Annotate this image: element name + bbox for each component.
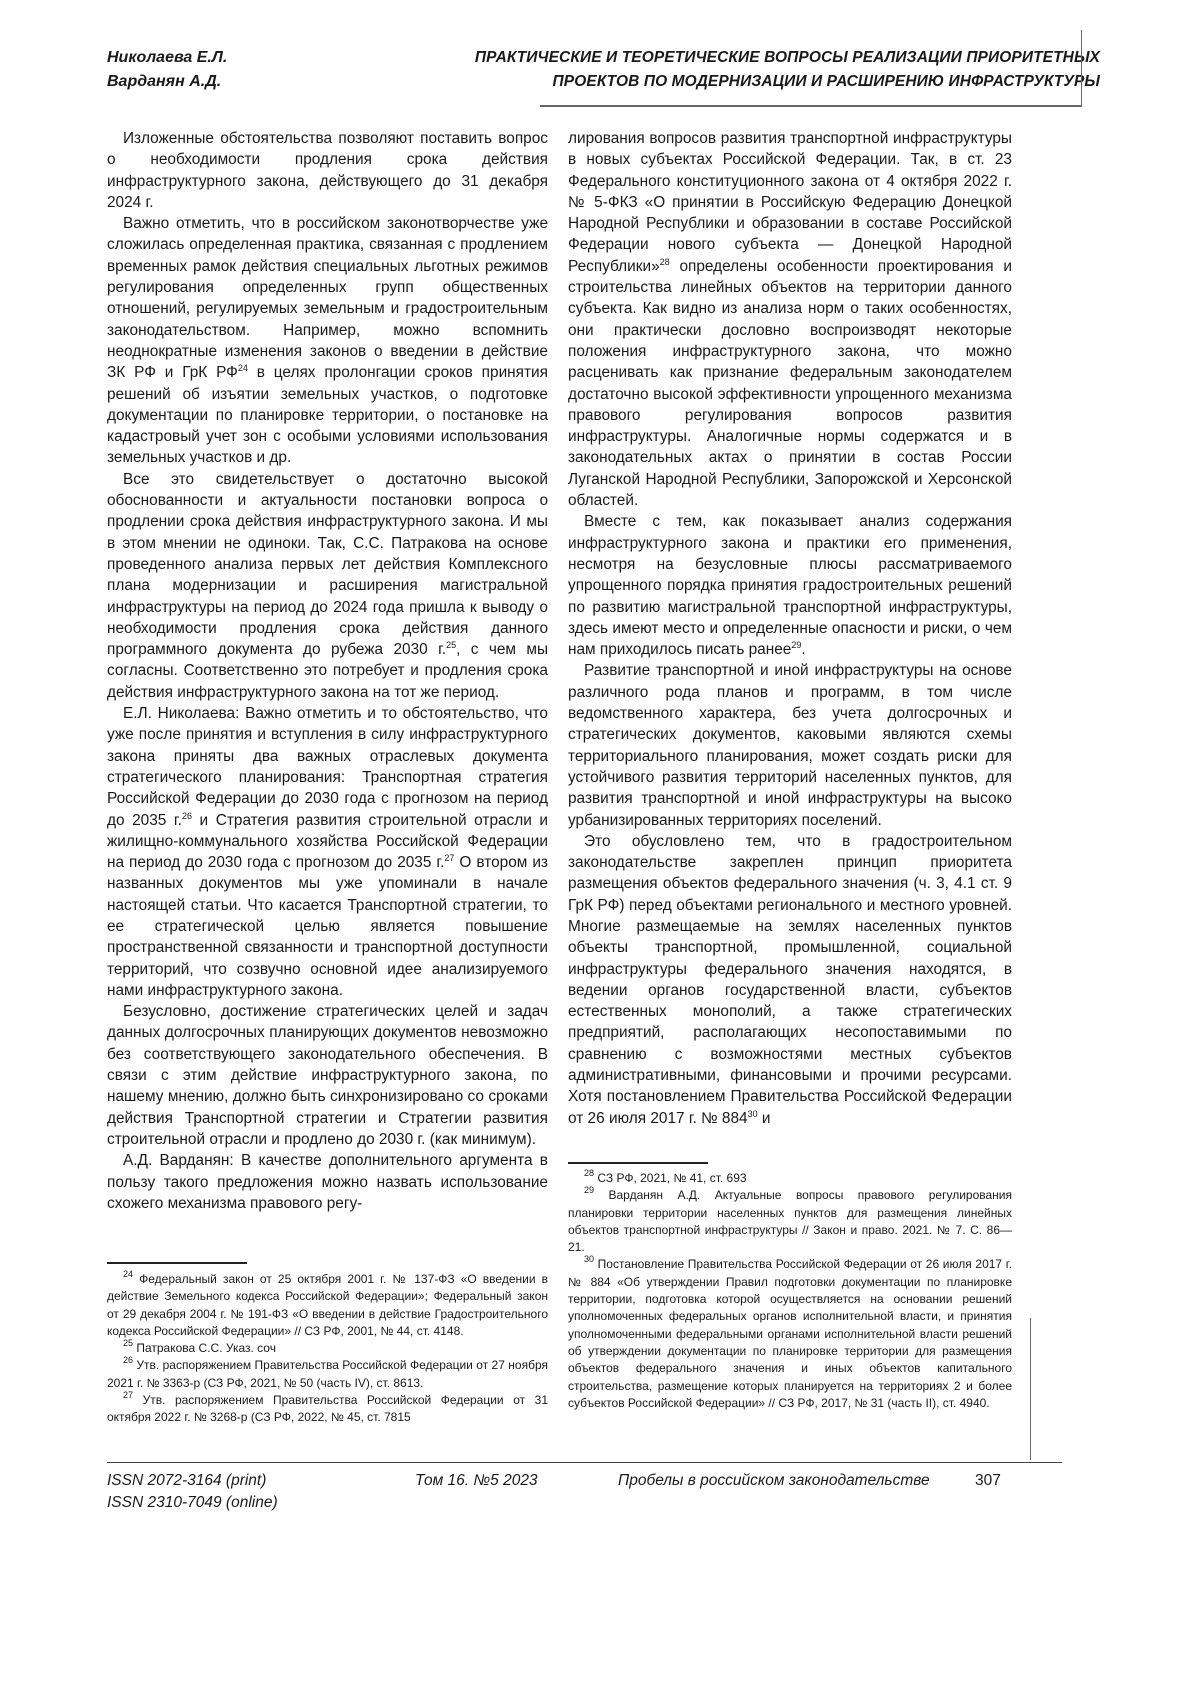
issn-online: ISSN 2310-7049 (online) — [107, 1492, 278, 1514]
paragraph — [107, 213, 548, 469]
text-run: Варданян А.Д. Актуальные вопросы правового регулирования планировки территории населенных пунктов для размещения линейных объектов транспортной инфраструктуры // Закон и право. 2021. № 7. С. 86—21. — [568, 1188, 1012, 1254]
footnotes-right — [568, 1170, 1012, 1412]
text-run: и Стратегия развития строительной отрасли и жилищно-коммунального хозяйства Российской Федерации на период до 2030 года с прогнозом до 2035 г. — [107, 812, 548, 872]
footnote-ref: 27 — [444, 853, 454, 863]
footer-divider — [107, 1462, 1062, 1463]
footnote-ref: 29 — [584, 1185, 594, 1195]
text-run: Утв. распоряжением Правительства Российской Федерации от 31 октября 2022 г. № 3268-р (СЗ РФ, 2022, № 45, ст. 7815 — [107, 1393, 548, 1424]
footnote — [107, 1357, 548, 1392]
footnote-ref: 27 — [123, 1390, 133, 1400]
title-line: ПРОЕКТОВ ПО МОДЕРНИЗАЦИИ И РАСШИРЕНИЮ ИНФРАСТРУКТУРЫ — [380, 70, 1100, 94]
footnote — [107, 1392, 548, 1427]
running-header-authors — [107, 46, 227, 94]
paragraph — [107, 1001, 548, 1150]
title-line: ПРАКТИЧЕСКИЕ И ТЕОРЕТИЧЕСКИЕ ВОПРОСЫ РЕАЛИЗАЦИИ ПРИОРИТЕТНЫХ — [380, 46, 1100, 70]
footnote-ref: 24 — [123, 1269, 133, 1279]
text-run: определены особенности проектирования и строительства линейных объектов на территории данного субъекта. Как видно из анализа норм о таких особенностях, они практически дословно воспроизводят некоторые положения инфраструктурного закона, что можно расценивать как признание федеральным законодателем достаточно высокой эффективности упрощенного механизма правового регулирования вопросов развития инфраструктуры. Аналогичные нормы содержатся и в законодательных актах о принятии в состав России Луганской Народной Республики, Запорожской и Херсонской областей. — [568, 258, 1012, 509]
text-run: Развитие транспортной и иной инфраструктуры на основе различного рода планов и программ, в том числе ведомственного характера, без учета долгосрочных и стратегических документов, каковыми являются схемы территориального планирования, может создать риски для устойчивого развития территорий населенных пунктов, для развития транспортной и иной инфраструктуры на высоко урбанизированных территориях поселений. — [568, 662, 1012, 828]
footnote — [568, 1256, 1012, 1412]
text-run: , с чем мы согласны. Соответственно это потребует и продления срока действия инфраструктурного закона на тот же период. — [107, 641, 548, 701]
header-divider — [540, 105, 1082, 107]
footnote — [568, 1170, 1012, 1187]
footnote-ref: 30 — [584, 1254, 594, 1264]
footnote-ref: 28 — [660, 257, 670, 267]
paragraph — [107, 1150, 548, 1214]
footer-journal-title: Пробелы в российском законодательстве — [618, 1470, 930, 1492]
footnote-ref: 25 — [123, 1338, 133, 1348]
text-run: Безусловно, достижение стратегических целей и задач данных долгосрочных планирующих документов невозможно без соответствующего законодательного обеспечения. В связи с этим действие инфраструктурного закона, по нашему мнению, должно быть синхронизировано со сроками действия Транспортной стратегии и Стратегии развития строительной отрасли и продлено до 2030 г. (как минимум). — [107, 1003, 548, 1148]
text-run: Утв. распоряжением Правительства Российской Федерации от 27 ноября 2021 г. № 3363-р (СЗ РФ, 2021, № 50 (часть IV), ст. 8613. — [107, 1358, 548, 1389]
body-column-left — [107, 128, 548, 1214]
footnote-ref: 30 — [748, 1109, 758, 1119]
header-vertical-rule — [1081, 30, 1082, 106]
footnote-ref: 26 — [123, 1355, 133, 1365]
author-name: Николаева Е.Л. — [107, 46, 227, 70]
issn-print: ISSN 2072-3164 (print) — [107, 1470, 278, 1492]
text-run: Важно отметить, что в российском законотворчестве уже сложилась определенная практика, связанная с продлением временных рамок действия специальных льготных режимов регулирования определенных групп общественных отношений, регулируемых земельным и градостроительным законодательством. Например, можно вспомнить неоднократные изменения законов о введении в действие ЗК РФ и ГрК РФ — [107, 215, 548, 381]
footnote-ref: 24 — [238, 363, 248, 373]
text-run: Вместе с тем, как показывает анализ содержания инфраструктурного закона и практики его применения, несмотря на безусловные плюсы рассматриваемого упрощенного порядка принятия градостроительных решений по развитию магистральной транспортной инфраструктуры, здесь имеют место и определенные опасности и риски, о чем нам приходилось писать ранее — [568, 513, 1012, 658]
footnote — [107, 1340, 548, 1357]
footnote-separator — [568, 1162, 708, 1164]
page-number: 307 — [975, 1470, 1001, 1492]
text-run: лирования вопросов развития транспортной инфраструктуры в новых субъектах Российской Федерации. Так, в ст. 23 Федерального конституционного закона от 4 октября 2022 г. № 5-ФКЗ «О принятии в Российскую Федерацию Донецкой Народной Республики и образовании в составе Российской Федерации нового субъекта — Донецкой Народной Республики» — [568, 130, 1012, 275]
text-run: СЗ РФ, 2021, № 41, ст. 693 — [594, 1171, 747, 1185]
text-run: в целях пролонгации сроков принятия решений об изъятии земельных участков, о подготовке документации по планировке территории, о постановке на кадастровый учет зон с особыми условиями использования земельных участков и др. — [107, 364, 548, 466]
footnote-ref: 26 — [182, 811, 192, 821]
footnote-vertical-rule — [1030, 1318, 1031, 1460]
text-run: . — [801, 641, 805, 658]
text-run: Федеральный закон от 25 октября 2001 г. № 137-ФЗ «О введении в действие Земельного кодекса Российской Федерации»; Федеральный закон от 29 декабря 2004 г. № 191-ФЗ «О введении в действие Градостроительного кодекса Российской Федерации» // СЗ РФ, 2001, № 44, ст. 4148. — [107, 1272, 548, 1338]
paragraph — [107, 469, 548, 703]
body-column-right — [568, 128, 1012, 1129]
text-run: О втором из названных документов мы уже упоминали в начале настоящей статьи. Что касается Транспортной стратегии, то ее стратегической целью является повышение пространственной связанности и транспортной доступности территорий, что созвучно основной идее анализируемого нами инфраструктурного закона. — [107, 854, 548, 999]
text-run: Патракова С.С. Указ. соч — [133, 1341, 276, 1355]
text-run: А.Д. Варданян: В качестве дополнительного аргумента в пользу такого предложения можно назвать использование схожего механизма правового регу- — [107, 1152, 548, 1212]
footnote-ref: 28 — [584, 1168, 594, 1178]
footer-volume: Том 16. №5 2023 — [415, 1470, 538, 1492]
footnotes-left — [107, 1271, 548, 1427]
footnote-ref: 25 — [446, 640, 456, 650]
paragraph — [107, 128, 548, 213]
paragraph — [568, 128, 1012, 511]
paragraph — [568, 511, 1012, 660]
author-name: Варданян А.Д. — [107, 70, 227, 94]
text-run: Е.Л. Николаева: Важно отметить и то обстоятельство, что уже после принятия и вступления в силу инфраструктурного закона приняты два важных отраслевых документа стратегического планирования: Транспортная стратегия Российской Федерации до 2030 года с прогнозом на период до 2035 г. — [107, 705, 548, 828]
footnote-separator — [107, 1262, 247, 1264]
paragraph — [568, 831, 1012, 1129]
text-run: и — [758, 1110, 771, 1127]
text-run: Постановление Правительства Российской Федерации от 26 июля 2017 г. № 884 «Об утверждении Правил подготовки документации по планировке территории, подготовка которой осуществляется на основании решений уполномоченных федеральных органов исполнительной власти, и принятия уполномоченными федеральными органами исполнительной власти решений об утверждении документации по планировке территории для размещения объектов федерального значения и иных объектов капитального строительства, размещение которых планируется на территориях 2 и более субъектов Российской Федерации» // СЗ РФ, 2017, № 31 (часть II), ст. 4940. — [568, 1257, 1012, 1409]
footnote-ref: 29 — [791, 640, 801, 650]
running-header-title — [380, 46, 1100, 94]
paragraph — [107, 703, 548, 1001]
footer-issn — [107, 1470, 278, 1514]
paragraph — [568, 660, 1012, 830]
text-run: Изложенные обстоятельства позволяют поставить вопрос о необходимости продления срока действия инфраструктурного закона, действующего до 31 декабря 2024 г. — [107, 130, 548, 211]
text-run: Это обусловлено тем, что в градостроительном законодательстве закреплен принцип приоритета размещения объектов федерального значения (ч. 3, 4.1 ст. 9 ГрК РФ) перед объектами регионального и местного уровней. Многие размещаемые на землях населенных пунктов объекты транспортной, промышленной, социальной инфраструктуры федерального значения находятся, в ведении органов государственной власти, субъектов естественных монополий, а также стратегических предприятий, располагающих несопоставимыми по сравнению с возможностями местных субъектов административными, финансовыми и прочими ресурсами. Хотя постановлением Правительства Российской Федерации от 26 июля 2017 г. № 884 — [568, 833, 1012, 1127]
footnote — [107, 1271, 548, 1340]
footnote — [568, 1187, 1012, 1256]
text-run: Все это свидетельствует о достаточно высокой обоснованности и актуальности постановки вопроса о продлении срока действия инфраструктурного закона. И мы в этом мнении не одиноки. Так, С.С. Патракова на основе проведенного анализа первых лет действия Комплексного плана модернизации и расширения магистральной инфраструктуры на период до 2024 года пришла к выводу о необходимости продления срока действия данного программного документа до рубежа 2030 г. — [107, 471, 548, 658]
